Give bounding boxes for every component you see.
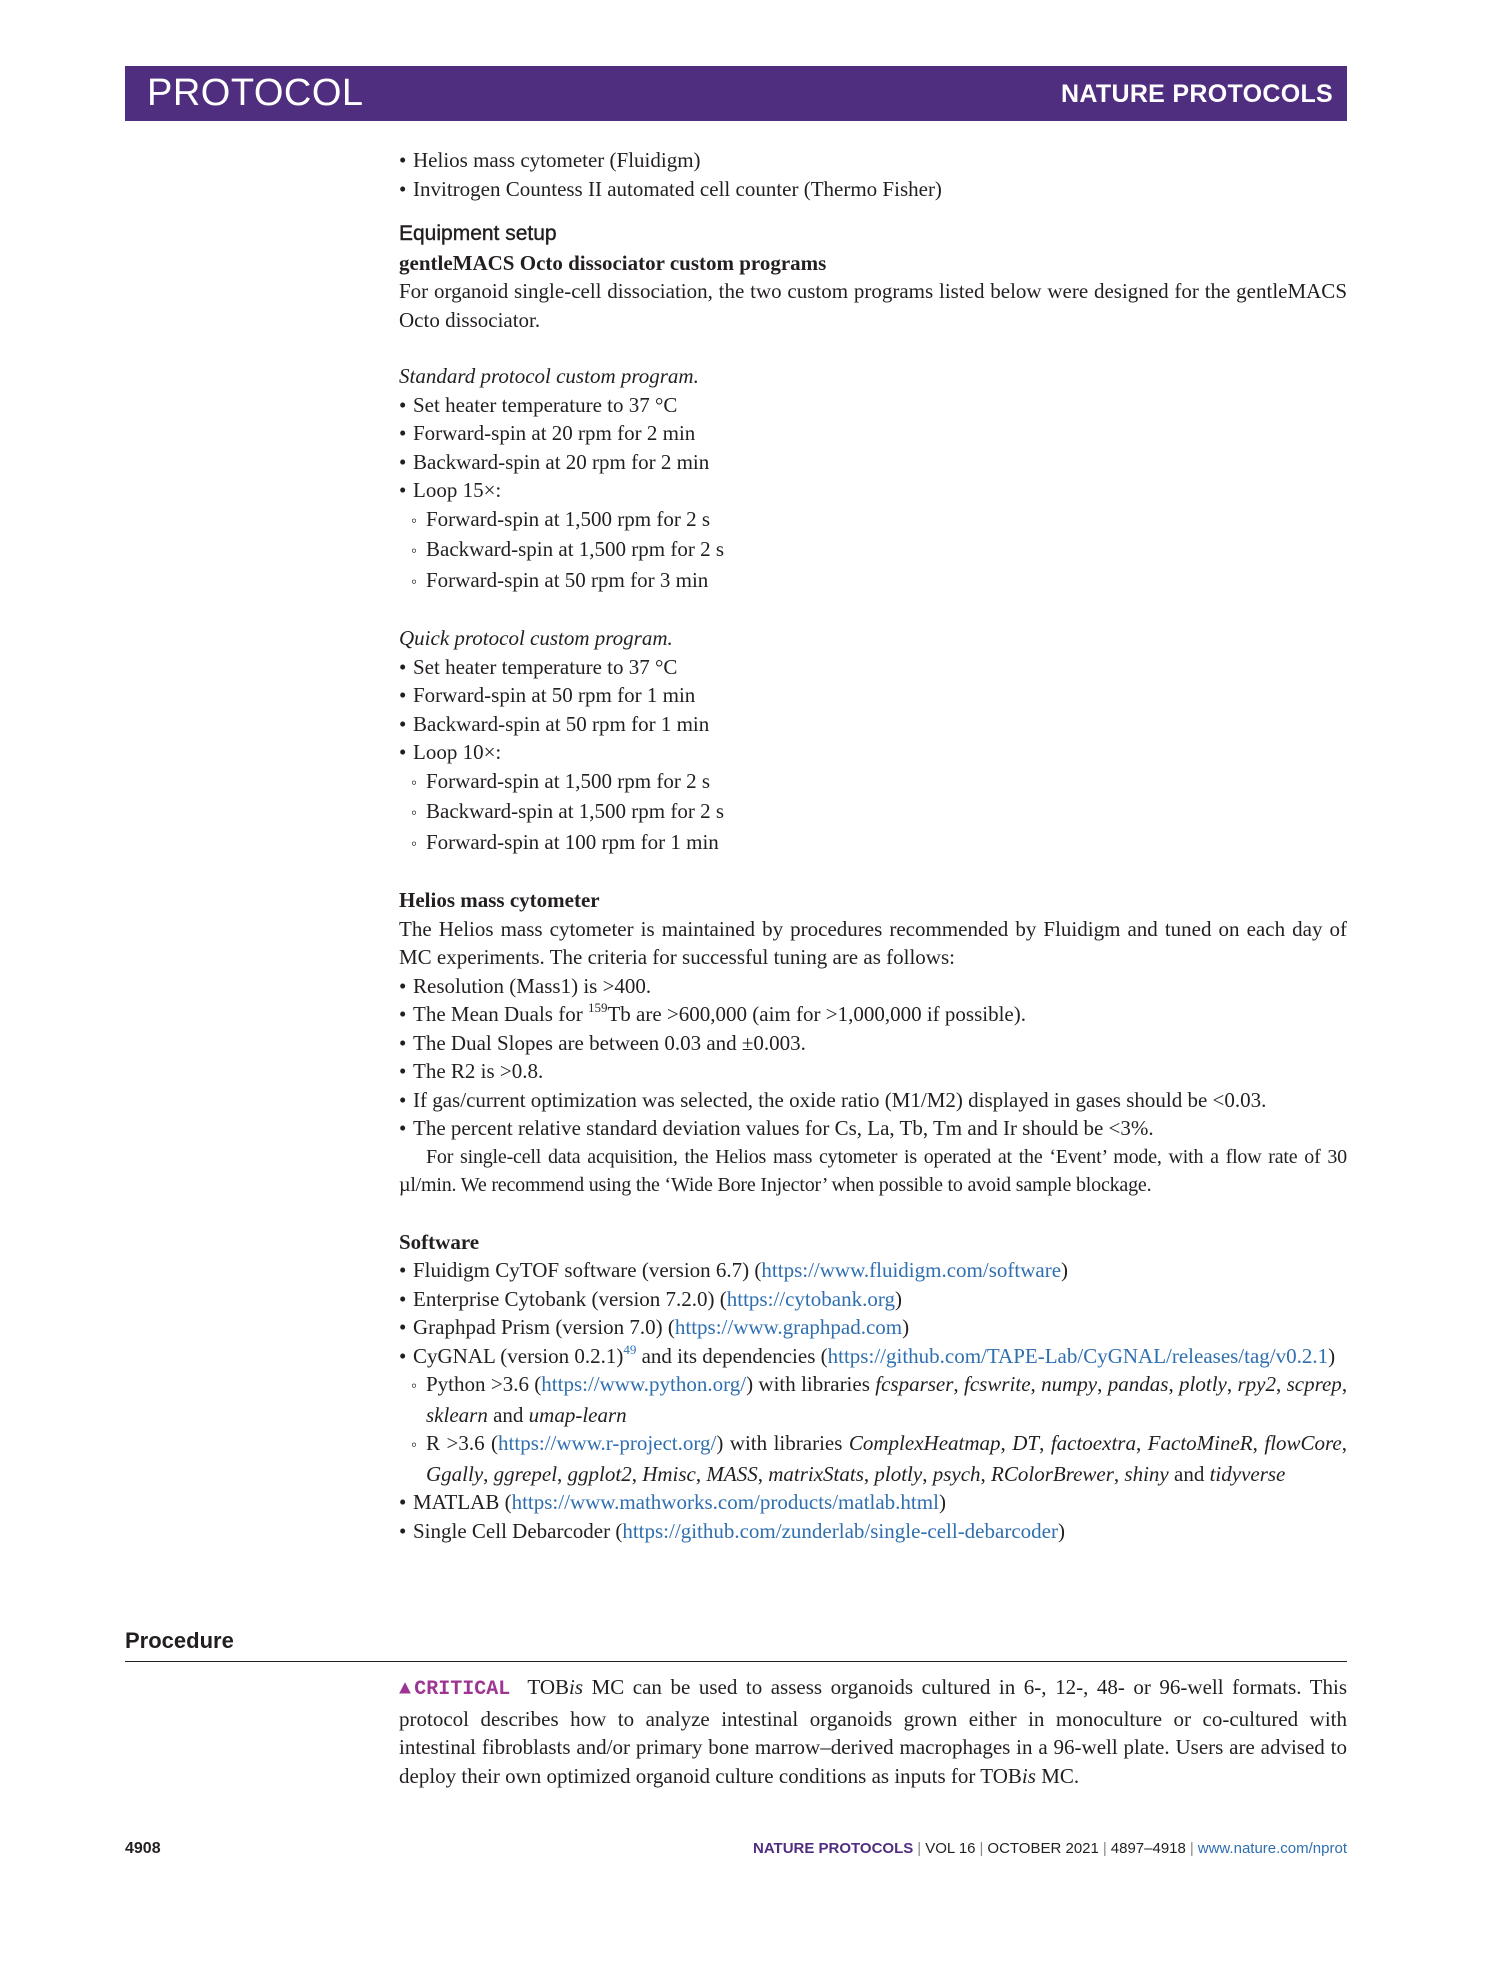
footer-date: OCTOBER 2021	[987, 1840, 1099, 1857]
list-item: • Backward-spin at 50 rpm for 1 min	[399, 710, 1347, 739]
python-link[interactable]: https://www.python.org/	[541, 1372, 747, 1396]
list-item: • If gas/current optimization was selected, the oxide ratio (M1/M2) displayed in gases should be <0.03.	[399, 1086, 1347, 1115]
list-item: • Forward-spin at 20 rpm for 2 min	[399, 419, 1347, 448]
debarcoder-link[interactable]: https://github.com/zunderlab/single-cell-debarcoder	[622, 1518, 1058, 1543]
library-name: ggrepel	[493, 1461, 558, 1486]
library-name: RColorBrewer	[991, 1461, 1114, 1486]
main-column	[399, 146, 1347, 1545]
helios-intro: The Helios mass cytometer is maintained by procedures recommended by Fluidigm and tuned on each day of MC experiments. The criteria for successful tuning are as follows:	[399, 916, 1347, 969]
library-name: factoextra	[1050, 1431, 1136, 1455]
library-name: plotly	[874, 1461, 923, 1486]
footer-journal: NATURE PROTOCOLS	[752, 1840, 914, 1857]
library-name: numpy	[1041, 1372, 1098, 1396]
library-name: sklearn	[426, 1402, 488, 1427]
footer-pages: 4897–4918	[1110, 1840, 1186, 1857]
list-item: • Invitrogen Countess II automated cell counter (Thermo Fisher)	[399, 175, 1347, 204]
library-name: psych	[932, 1461, 981, 1486]
list-item: • The Mean Duals for $^{159}$Tb are >600,000 (aim for >1,000,000 if possible).	[399, 1000, 1347, 1029]
critical-note: ▲CRITICAL TOBis MC can be used to assess organoids cultured in 6-, 12-, 48- or 96-well formats. This protocol describes how to analyze intestinal organoids grown either in monoculture or co-cultured with intestinal fibroblasts and/or primary bone marrow–derived macrophages in a 96-well plate. Users are advised to deploy their own optimized organoid culture conditions as inputs for TOBis MC.	[399, 1675, 1347, 1788]
list-item: • Helios mass cytometer (Fluidigm)	[399, 146, 1347, 175]
sub-list-item: ◦ Backward-spin at 1,500 rpm for 2 s	[399, 535, 1347, 566]
list-item: • Fluidigm CyTOF software (version 6.7) (https://www.fluidigm.com/software)	[399, 1256, 1347, 1285]
library-name: scprep	[1286, 1372, 1342, 1396]
library-name: ggplot2	[567, 1461, 632, 1486]
graphpad-link[interactable]: https://www.graphpad.com	[674, 1315, 903, 1339]
library-name: pandas	[1107, 1372, 1169, 1396]
standard-program-title: Standard protocol custom program.	[399, 364, 699, 388]
helios-heading: Helios mass cytometer	[399, 888, 600, 912]
list-item: • Resolution (Mass1) is >400.	[399, 972, 1347, 1001]
list-item: • Enterprise Cytobank (version 7.2.0) (https://cytobank.org)	[399, 1285, 1347, 1314]
library-name: DT	[1012, 1431, 1040, 1455]
header-banner	[125, 66, 1347, 121]
list-item: • Graphpad Prism (version 7.0) (https://www.graphpad.com)	[399, 1313, 1347, 1342]
sub-list-item: ◦ Forward-spin at 100 rpm for 1 min	[399, 828, 1347, 859]
library-name: MASS	[706, 1461, 758, 1486]
procedure-heading: Procedure	[125, 1627, 1347, 1662]
sub-list-item: ◦ Forward-spin at 1,500 rpm for 2 s	[399, 505, 1347, 536]
page-number: 4908	[125, 1840, 161, 1857]
library-name: fcswrite	[964, 1372, 1031, 1396]
list-item: • Loop 15×:	[399, 476, 1347, 505]
sub-list-item: ◦ Forward-spin at 1,500 rpm for 2 s	[399, 767, 1347, 798]
gentlemacs-heading: gentleMACS Octo dissociator custom programs	[399, 250, 827, 275]
list-item: • CyGNAL (version 0.2.1)$^{49}$ and its dependencies (https://github.com/TAPE-Lab/CyGNAL/releases/tag/v0.2.1)	[399, 1342, 1347, 1371]
list-item: • Loop 10×:	[399, 738, 1347, 767]
library-name: umap-learn	[528, 1402, 627, 1427]
cygnal-link[interactable]: https://github.com/TAPE-Lab/CyGNAL/releases/tag/v0.2.1	[827, 1343, 1329, 1368]
library-name: flowCore	[1264, 1431, 1342, 1455]
cytobank-link[interactable]: https://cytobank.org	[726, 1286, 895, 1311]
matlab-link[interactable]: https://www.mathworks.com/products/matlab.html	[511, 1490, 939, 1514]
list-item: • Set heater temperature to 37 °C	[399, 391, 1347, 420]
footer-volume: VOL 16	[925, 1840, 976, 1857]
list-item: • Forward-spin at 50 rpm for 1 min	[399, 681, 1347, 710]
section-label: PROTOCOL	[147, 72, 364, 114]
list-item: • Set heater temperature to 37 °C	[399, 653, 1347, 682]
sub-list-item: ◦ Python >3.6 (https://www.python.org/) with libraries fcsparser, fcswrite, numpy, pandas, plotly, rpy2, scprep, sklearn and umap-learn	[399, 1370, 1347, 1429]
library-name: fcsparser	[875, 1372, 954, 1396]
cytof-link[interactable]: https://www.fluidigm.com/software	[761, 1258, 1062, 1282]
list-item: • The Dual Slopes are between 0.03 and ±0.003.	[399, 1029, 1347, 1058]
library-name: tidyverse	[1209, 1461, 1286, 1486]
gentlemacs-intro: For organoid single-cell dissociation, the two custom programs listed below were designed for the gentleMACS Octo dissociator.	[399, 279, 1347, 332]
list-item: • MATLAB (https://www.mathworks.com/products/matlab.html)	[399, 1488, 1347, 1517]
list-item: • Backward-spin at 20 rpm for 2 min	[399, 448, 1347, 477]
footer-url[interactable]: www.nature.com/nprot	[1197, 1840, 1347, 1857]
sub-list-item: ◦ R >3.6 (https://www.r-project.org/) with libraries ComplexHeatmap, DT, factoextra, FactoMineR, flowCore, Ggally, ggrepel, ggplot2, Hmisc, MASS, matrixStats, plotly, psych, RColorBrewer, shiny and tidyverse	[399, 1429, 1347, 1488]
list-item: • Single Cell Debarcoder (https://github.com/zunderlab/single-cell-debarcoder)	[399, 1517, 1347, 1546]
isotope-mass: 159	[587, 1000, 608, 1015]
helios-acquisition-paragraph: For single-cell data acquisition, the Helios mass cytometer is operated at the ‘Event’ mode, with a flow rate of 30 µl/min. We recommend using the ‘Wide Bore Injector’ when possible to avoid sample blockage.	[399, 1145, 1347, 1196]
journal-name: NATURE PROTOCOLS	[1061, 80, 1333, 108]
reference-49[interactable]: 49	[623, 1341, 637, 1357]
python-libraries: fcsparser, fcswrite, numpy, pandas, plotly, rpy2, scprep, sklearn and umap-learn	[426, 1372, 1348, 1427]
equipment-setup-heading: Equipment setup	[399, 222, 557, 245]
r-libraries: ComplexHeatmap, DT, factoextra, FactoMineR, flowCore, Ggally, ggrepel, ggplot2, Hmisc, MASS, matrixStats, plotly, psych, RColorBrewer, shiny and tidyverse	[426, 1431, 1348, 1486]
library-name: matrixStats	[768, 1461, 864, 1486]
quick-program-title: Quick protocol custom program.	[399, 626, 673, 650]
library-name: shiny	[1124, 1461, 1169, 1486]
list-item: • The percent relative standard deviation values for Cs, La, Tb, Tm and Ir should be <3%.	[399, 1114, 1347, 1143]
sub-list-item: ◦ Forward-spin at 50 rpm for 3 min	[399, 566, 1347, 597]
footer-citation: NATURE PROTOCOLS | VOL 16 | OCTOBER 2021 | 4897–4918 | www.nature.com/nprot	[752, 1840, 1347, 1857]
list-item: • The R2 is >0.8.	[399, 1057, 1347, 1086]
library-name: ComplexHeatmap	[848, 1431, 1001, 1455]
software-heading: Software	[399, 1229, 480, 1254]
library-name: plotly	[1179, 1372, 1227, 1396]
library-name: Ggally	[426, 1461, 484, 1486]
library-name: FactoMineR	[1147, 1431, 1253, 1455]
sub-list-item: ◦ Backward-spin at 1,500 rpm for 2 s	[399, 797, 1347, 828]
library-name: Hmisc	[642, 1461, 696, 1486]
r-project-link[interactable]: https://www.r-project.org/	[498, 1431, 717, 1455]
library-name: rpy2	[1237, 1372, 1276, 1396]
critical-label: ▲CRITICAL	[399, 1678, 511, 1701]
